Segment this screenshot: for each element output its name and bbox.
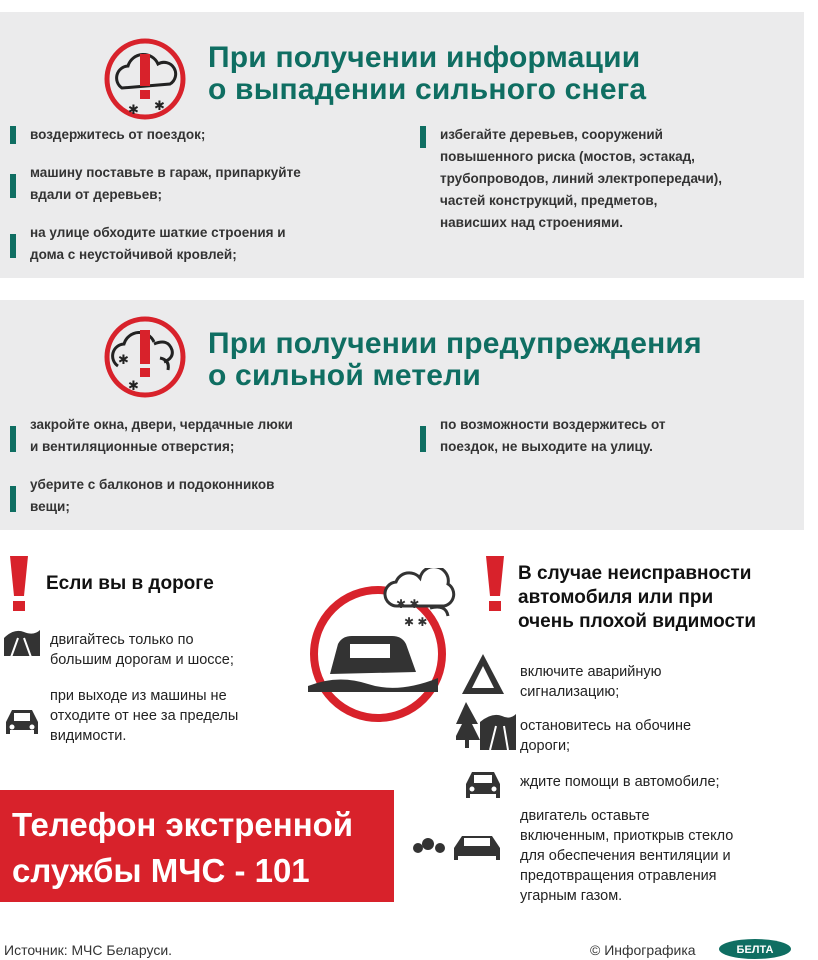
- road-icon: [2, 624, 42, 664]
- roadside-icon: [456, 700, 516, 752]
- svg-text:✱ ✱: ✱ ✱: [404, 615, 428, 629]
- source-note: Источник: МЧС Беларуси.: [4, 942, 173, 958]
- svg-text:✱ ✱: ✱ ✱: [396, 597, 420, 611]
- snow-item-4: избегайте деревьев, сооружений повышенного риска (мостов, эстакад, трубопроводов, линий электропередачи), частей конструкций, предметов, нависших над строениями.: [420, 124, 804, 234]
- blizzard-warning-icon: [102, 314, 188, 400]
- exhaust-car-icon: [410, 826, 516, 866]
- snow-warning-icon: [102, 36, 188, 122]
- snow-title: При получении информации о выпадении сильного снега: [208, 41, 647, 106]
- breakdown-item-3: ждите помощи в автомобиле;: [520, 774, 720, 790]
- belta-logo: [718, 938, 792, 960]
- road-exclamation-icon: [8, 556, 30, 612]
- credit-note: © Инфографика: [590, 942, 696, 958]
- stuck-car-illustration: [300, 568, 470, 728]
- blizzard-item-1: закройте окна, двери, чердачные люки и вентиляционные отверстия;: [10, 414, 410, 458]
- svg-text:БЕЛТА: БЕЛТА: [736, 944, 774, 956]
- blizzard-title: При получении предупреждения о сильной метели: [208, 327, 702, 392]
- car-wait-icon: [462, 764, 504, 804]
- breakdown-title: В случае неисправности автомобиля или при очень плохой видимости: [518, 563, 757, 632]
- road-item-1: двигайтесь только по большим дорогам и шоссе;: [50, 632, 234, 668]
- blizzard-item-3: по возможности воздержитесь от поездок, не выходите на улицу.: [420, 414, 800, 458]
- snow-item-2: машину поставьте в гараж, припаркуйте вдали от деревьев;: [10, 162, 400, 206]
- blizzard-panel: [0, 300, 804, 530]
- car-icon: [2, 700, 42, 740]
- road-title: Если вы в дороге: [46, 573, 214, 594]
- emergency-phone-banner: Телефон экстренной службы МЧС - 101: [0, 790, 394, 902]
- snow-item-3: на улице обходите шаткие строения и дома с неустойчивой кровлей;: [10, 222, 400, 266]
- svg-text:✱: ✱: [118, 352, 129, 367]
- breakdown-item-4: двигатель оставьте включенным, приоткрыв стекло для обеспечения вентиляции и предотвращения отравления угарным газом.: [520, 808, 734, 904]
- hazard-triangle-icon: [460, 652, 506, 696]
- snow-panel: [0, 12, 804, 278]
- svg-text:✱: ✱: [154, 98, 165, 113]
- breakdown-exclamation-icon: [484, 556, 506, 612]
- breakdown-item-2: остановитесь на обочине дороги;: [520, 718, 692, 754]
- road-item-2: при выходе из машины не отходите от нее за пределы видимости.: [50, 688, 239, 744]
- svg-text:✱: ✱: [128, 102, 139, 117]
- blizzard-item-2: уберите с балконов и подоконников вещи;: [10, 474, 410, 518]
- snow-item-1: воздержитесь от поездок;: [10, 124, 400, 146]
- svg-text:✱: ✱: [128, 378, 139, 393]
- breakdown-item-1: включите аварийную сигнализацию;: [520, 664, 662, 700]
